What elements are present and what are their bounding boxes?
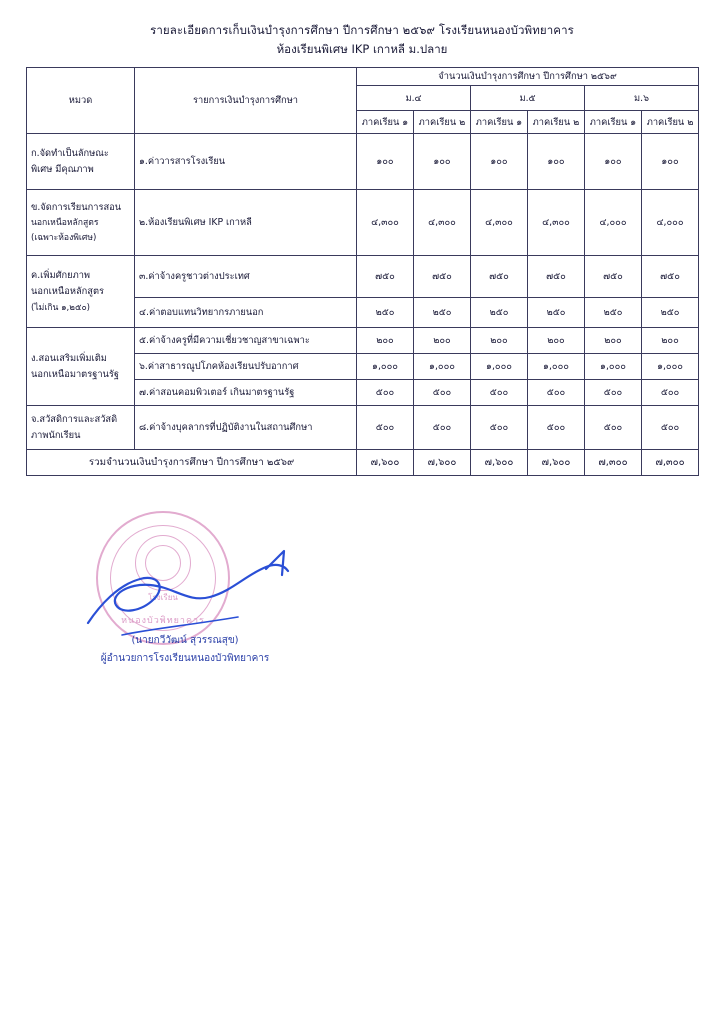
amount-cell: ๗๕๐	[642, 256, 699, 298]
category-line: ข.จัดการเรียนการสอน	[31, 201, 122, 213]
header-term-1: ภาคเรียน ๑	[357, 111, 414, 134]
category-line: ค.เพิ่มศักยภาพ	[31, 270, 91, 282]
table-row	[27, 328, 699, 354]
table-row	[27, 134, 699, 190]
table-row	[27, 256, 699, 298]
header-term-4: ภาคเรียน ๒	[528, 111, 585, 134]
category-line: ง.สอนเสริมเพิ่มเติม	[31, 352, 107, 364]
amount-cell: ๗๕๐	[357, 256, 414, 298]
header-level-m5: ม.๕	[471, 86, 585, 111]
amount-cell: ๑,๐๐๐	[528, 354, 585, 380]
header-level-m4: ม.๔	[357, 86, 471, 111]
amount-cell: ๒๕๐	[642, 298, 699, 328]
total-cell: ๗,๓๐๐	[585, 450, 642, 476]
amount-cell: ๒๐๐	[528, 328, 585, 354]
amount-cell: ๒๕๐	[471, 298, 528, 328]
category-line: นอกเหนือหลักสูตร	[31, 217, 99, 228]
total-label: รวมจำนวนเงินบำรุงการศึกษา ปีการศึกษา ๒๕๖๙	[27, 450, 357, 476]
header-amount-group: จำนวนเงินบำรุงการศึกษา ปีการศึกษา ๒๕๖๙	[357, 68, 699, 86]
amount-cell: ๕๐๐	[585, 406, 642, 450]
amount-cell: ๑,๐๐๐	[585, 354, 642, 380]
amount-cell: ๒๐๐	[585, 328, 642, 354]
item-cell: ๘.ค่าจ้างบุคลากรที่ปฏิบัติงานในสถานศึกษา	[135, 406, 357, 450]
item-cell: ๓.ค่าจ้างครูชาวต่างประเทศ	[135, 256, 357, 298]
amount-cell: ๒๐๐	[642, 328, 699, 354]
item-cell: ๒.ห้องเรียนพิเศษ IKP เกาหลี	[135, 190, 357, 256]
header-term-6: ภาคเรียน ๒	[642, 111, 699, 134]
amount-cell: ๕๐๐	[471, 380, 528, 406]
amount-cell: ๒๕๐	[585, 298, 642, 328]
amount-cell: ๑๐๐	[528, 134, 585, 190]
category-line: พิเศษ มีคุณภาพ	[31, 163, 94, 175]
amount-cell: ๒๕๐	[414, 298, 471, 328]
amount-cell: ๕๐๐	[357, 406, 414, 450]
amount-cell: ๒๕๐	[528, 298, 585, 328]
amount-cell: ๑,๐๐๐	[414, 354, 471, 380]
item-cell: ๕.ค่าจ้างครูที่มีความเชี่ยวชาญสาขาเฉพาะ	[135, 328, 357, 354]
amount-cell: ๕๐๐	[528, 406, 585, 450]
amount-cell: ๒๕๐	[357, 298, 414, 328]
category-line: (เฉพาะห้องพิเศษ)	[31, 232, 97, 243]
total-cell: ๗,๖๐๐	[528, 450, 585, 476]
amount-cell: ๕๐๐	[414, 406, 471, 450]
category-cell	[27, 328, 135, 406]
item-cell: ๑.ค่าวารสารโรงเรียน	[135, 134, 357, 190]
amount-cell: ๕๐๐	[642, 380, 699, 406]
amount-cell: ๔,๓๐๐	[471, 190, 528, 256]
amount-cell: ๑๐๐	[471, 134, 528, 190]
amount-cell: ๕๐๐	[642, 406, 699, 450]
seal-text-top: โรงเรียน	[148, 593, 178, 602]
header-category: หมวด	[27, 68, 135, 134]
amount-cell: ๕๐๐	[585, 380, 642, 406]
header-item: รายการเงินบำรุงการศึกษา	[135, 68, 357, 134]
table-total-row	[27, 450, 699, 476]
category-cell	[27, 190, 135, 256]
amount-cell: ๑๐๐	[585, 134, 642, 190]
page-subtitle: ห้องเรียนพิเศษ IKP เกาหลี ม.ปลาย	[276, 41, 448, 56]
header-term-2: ภาคเรียน ๒	[414, 111, 471, 134]
amount-cell: ๔,๓๐๐	[414, 190, 471, 256]
signer-role: ผู้อำนวยการโรงเรียนหนองบัวพิทยาคาร	[100, 653, 270, 664]
amount-cell: ๑,๐๐๐	[471, 354, 528, 380]
category-line: นอกเหนือมาตรฐานรัฐ	[31, 368, 120, 380]
amount-cell: ๒๐๐	[357, 328, 414, 354]
header-term-3: ภาคเรียน ๑	[471, 111, 528, 134]
item-cell: ๗.ค่าสอนคอมพิวเตอร์ เกินมาตรฐานรัฐ	[135, 380, 357, 406]
item-cell: ๔.ค่าตอบแทนวิทยากรภายนอก	[135, 298, 357, 328]
category-line: ก.จัดทำเป็นลักษณะ	[31, 147, 109, 159]
amount-cell: ๕๐๐	[528, 380, 585, 406]
amount-cell: ๗๕๐	[471, 256, 528, 298]
table-row	[27, 406, 699, 450]
total-cell: ๗,๖๐๐	[414, 450, 471, 476]
total-cell: ๗,๖๐๐	[357, 450, 414, 476]
table-header-row-1	[27, 68, 699, 86]
category-cell	[27, 406, 135, 450]
amount-cell: ๑,๐๐๐	[642, 354, 699, 380]
header-level-m6: ม.๖	[585, 86, 699, 111]
amount-cell: ๒๐๐	[414, 328, 471, 354]
category-line: (ไม่เกิน ๑,๒๕๐)	[31, 302, 91, 313]
amount-cell: ๗๕๐	[585, 256, 642, 298]
table-body	[27, 134, 699, 476]
category-line: ภาพนักเรียน	[31, 429, 81, 441]
amount-cell: ๔,๐๐๐	[642, 190, 699, 256]
page-title: รายละเอียดการเก็บเงินบำรุงการศึกษา ปีการศึกษา ๒๕๖๙ โรงเรียนหนองบัวพิทยาคาร	[150, 23, 574, 37]
category-cell	[27, 134, 135, 190]
category-line: นอกเหนือหลักสูตร	[31, 286, 104, 298]
category-line: จ.สวัสดิการและสวัสดิ	[31, 413, 118, 425]
category-cell	[27, 256, 135, 328]
amount-cell: ๑๐๐	[642, 134, 699, 190]
amount-cell: ๔,๓๐๐	[528, 190, 585, 256]
amount-cell: ๕๐๐	[414, 380, 471, 406]
amount-cell: ๕๐๐	[357, 380, 414, 406]
signer-name: (นายกวีวัฒน์ สุวรรณสุข)	[131, 635, 239, 646]
fees-table	[26, 67, 699, 476]
amount-cell: ๔,๓๐๐	[357, 190, 414, 256]
table-row	[27, 190, 699, 256]
amount-cell: ๕๐๐	[471, 406, 528, 450]
seal-text-bottom: หนองบัวพิทยาคาร	[121, 616, 205, 626]
amount-cell: ๗๕๐	[414, 256, 471, 298]
amount-cell: ๒๐๐	[471, 328, 528, 354]
header-term-5: ภาคเรียน ๑	[585, 111, 642, 134]
total-cell: ๗,๓๐๐	[642, 450, 699, 476]
amount-cell: ๑๐๐	[414, 134, 471, 190]
signature-block	[40, 505, 370, 705]
amount-cell: ๑,๐๐๐	[357, 354, 414, 380]
amount-cell: ๑๐๐	[357, 134, 414, 190]
amount-cell: ๔,๐๐๐	[585, 190, 642, 256]
total-cell: ๗,๖๐๐	[471, 450, 528, 476]
amount-cell: ๗๕๐	[528, 256, 585, 298]
item-cell: ๖.ค่าสาธารณูปโภคห้องเรียนปรับอากาศ	[135, 354, 357, 380]
